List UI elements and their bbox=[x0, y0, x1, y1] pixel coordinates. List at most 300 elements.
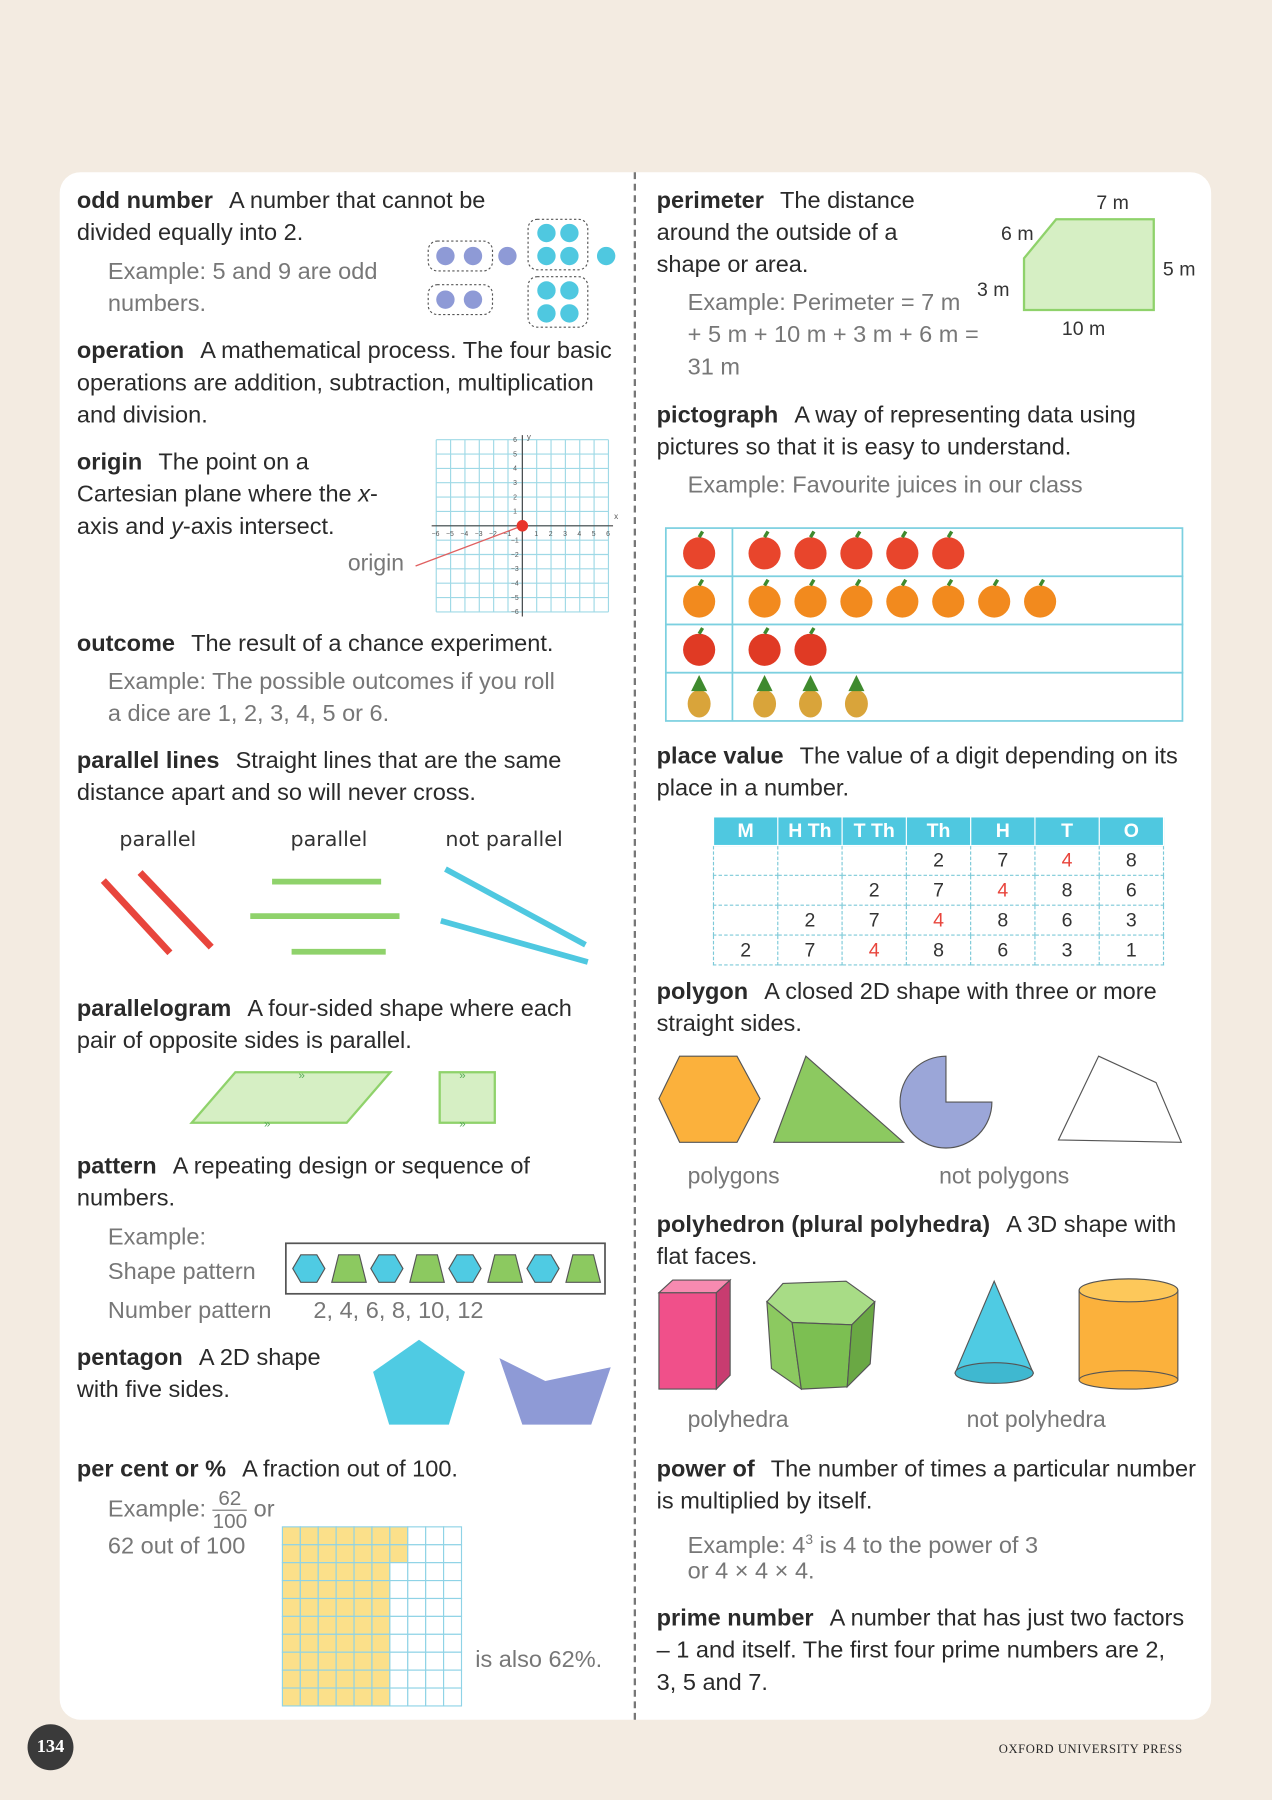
filled-cell bbox=[318, 1670, 336, 1688]
filled-cell bbox=[354, 1616, 372, 1634]
example-text: or 4 × 4 × 4. bbox=[687, 1557, 815, 1585]
table-cell: 2 bbox=[778, 905, 842, 935]
table-cell bbox=[778, 875, 842, 905]
definition: A mathematical process. The four basic operations are addition, subtraction, multiplication and division. bbox=[76, 337, 612, 429]
column-header: T Th bbox=[842, 817, 906, 846]
empty-cell bbox=[444, 1688, 462, 1706]
parallel-lines-illustration bbox=[92, 867, 597, 970]
empty-cell bbox=[408, 1688, 426, 1706]
number-pattern-value: 2, 4, 6, 8, 10, 12 bbox=[313, 1297, 484, 1324]
filled-cell bbox=[282, 1652, 300, 1670]
parallel-label: parallel bbox=[119, 827, 197, 852]
entry-place-value bbox=[657, 740, 1197, 804]
empty-cell bbox=[390, 1634, 408, 1652]
filled-cell bbox=[282, 1581, 300, 1599]
entry-prime-number bbox=[657, 1603, 1185, 1699]
example-label: Example: bbox=[107, 1495, 207, 1523]
definition: A number that has just two factors – 1 and itself. The first four prime numbers are 2, 3, 5 and 7. bbox=[656, 1604, 1185, 1696]
empty-cell bbox=[390, 1598, 408, 1616]
y-tick-label: 6 bbox=[513, 436, 517, 444]
example: Example: The possible outcomes if you roll a dice are 1, 2, 3, 4, 5 or 6. bbox=[107, 668, 555, 727]
percent-example bbox=[108, 1488, 275, 1533]
empty-cell bbox=[390, 1652, 408, 1670]
table-cell: 1 bbox=[1099, 935, 1163, 965]
term: parallelogram bbox=[76, 995, 232, 1022]
trapezoid-shape bbox=[566, 1255, 600, 1283]
odd-dots-illustration bbox=[425, 216, 620, 331]
orange-icon bbox=[1024, 585, 1056, 617]
filled-cell bbox=[300, 1670, 318, 1688]
empty-cell bbox=[444, 1652, 462, 1670]
filled-cell bbox=[282, 1545, 300, 1563]
orange-icon bbox=[886, 585, 918, 617]
apple-icon bbox=[749, 537, 781, 569]
y-tick-label: −2 bbox=[510, 551, 519, 559]
filled-cell bbox=[282, 1670, 300, 1688]
table-cell: 4 bbox=[842, 935, 906, 965]
empty-cell bbox=[426, 1563, 444, 1581]
empty-cell bbox=[444, 1670, 462, 1688]
empty-cell bbox=[390, 1563, 408, 1581]
filled-cell bbox=[354, 1598, 372, 1616]
filled-cell bbox=[318, 1545, 336, 1563]
x-tick-label: 5 bbox=[591, 531, 596, 539]
y-tick-label: 3 bbox=[513, 480, 517, 488]
orange-icon bbox=[978, 585, 1010, 617]
y-tick-label: −1 bbox=[510, 537, 519, 545]
definition: Straight lines that are the same distance apart and so will never cross. bbox=[76, 747, 562, 806]
column-header: O bbox=[1099, 817, 1163, 846]
filled-cell bbox=[282, 1527, 300, 1545]
x-tick-label: 1 bbox=[534, 531, 539, 539]
empty-cell bbox=[408, 1634, 426, 1652]
term: pentagon bbox=[76, 1344, 183, 1371]
hexagon-shape bbox=[527, 1255, 559, 1283]
filled-cell bbox=[354, 1545, 372, 1563]
y-tick-label: 2 bbox=[513, 494, 517, 502]
column-header: M bbox=[713, 817, 777, 846]
filled-cell bbox=[300, 1652, 318, 1670]
definition: -axis and bbox=[76, 481, 378, 540]
filled-cell bbox=[318, 1563, 336, 1581]
definition: A fraction out of 100. bbox=[242, 1455, 458, 1483]
hexagon-shape bbox=[449, 1255, 481, 1283]
svg-text:»: » bbox=[298, 1070, 305, 1083]
entry-operation bbox=[77, 335, 617, 431]
term: power of bbox=[656, 1455, 755, 1483]
empty-cell bbox=[426, 1545, 444, 1563]
side-label: 3 m bbox=[976, 279, 1010, 302]
filled-cell bbox=[372, 1598, 390, 1616]
empty-cell bbox=[426, 1688, 444, 1706]
term: prime number bbox=[656, 1604, 814, 1632]
apple-icon bbox=[840, 537, 872, 569]
exponent: 3 bbox=[805, 1531, 814, 1548]
filled-cell bbox=[300, 1527, 318, 1545]
side-label: 5 m bbox=[1162, 258, 1196, 281]
table-cell: 2 bbox=[713, 935, 777, 965]
filled-cell bbox=[372, 1545, 390, 1563]
empty-cell bbox=[444, 1598, 462, 1616]
table-cell bbox=[713, 846, 777, 876]
filled-cell bbox=[354, 1634, 372, 1652]
table-row bbox=[713, 875, 1163, 905]
pictograph-row bbox=[666, 625, 1183, 673]
y-tick-label: −3 bbox=[510, 566, 519, 574]
example: Example: bbox=[107, 1223, 207, 1251]
number-pattern-label: Number pattern bbox=[107, 1297, 272, 1324]
table-cell: 4 bbox=[971, 875, 1035, 905]
empty-cell bbox=[408, 1616, 426, 1634]
entry-pattern bbox=[77, 1150, 582, 1214]
filled-cell bbox=[336, 1563, 354, 1581]
filled-cell bbox=[318, 1688, 336, 1706]
pineapple-icon bbox=[753, 690, 776, 718]
filled-cell bbox=[300, 1598, 318, 1616]
term: operation bbox=[76, 337, 185, 364]
page-number: 134 bbox=[28, 1724, 74, 1770]
entry-power-of bbox=[657, 1453, 1197, 1517]
empty-cell bbox=[444, 1563, 462, 1581]
out-of-text: 62 out of 100 bbox=[107, 1532, 246, 1559]
key-tomato-icon bbox=[683, 634, 715, 666]
filled-cell bbox=[372, 1634, 390, 1652]
term: perimeter bbox=[656, 187, 764, 214]
table-cell: 7 bbox=[906, 875, 970, 905]
definition: The point on a Cartesian plane where the bbox=[76, 448, 359, 508]
table-cell: 6 bbox=[1099, 875, 1163, 905]
filled-cell bbox=[300, 1563, 318, 1581]
not-polyhedra-label: not polyhedra bbox=[966, 1407, 1106, 1433]
term: parallel lines bbox=[76, 747, 220, 774]
example: Example: Favourite juices in our class bbox=[687, 471, 1083, 499]
filled-cell bbox=[336, 1688, 354, 1706]
definition: A four-sided shape where each pair of opposite sides is parallel. bbox=[76, 995, 572, 1054]
filled-cell bbox=[372, 1563, 390, 1581]
filled-cell bbox=[318, 1616, 336, 1634]
empty-cell bbox=[426, 1527, 444, 1545]
definition: A 2D shape with five sides. bbox=[76, 1344, 321, 1403]
x-tick-label: −6 bbox=[431, 531, 440, 539]
table-cell: 8 bbox=[906, 935, 970, 965]
definition: A number that cannot be divided equally into 2. bbox=[76, 187, 486, 246]
y-axis-label: y bbox=[526, 432, 531, 442]
x-tick-label: 4 bbox=[577, 531, 582, 539]
filled-cell bbox=[300, 1616, 318, 1634]
side-label: 6 m bbox=[1001, 222, 1034, 245]
example bbox=[688, 287, 981, 383]
definition: The distance around the outside of a shape or area. bbox=[656, 187, 915, 278]
apple-icon bbox=[794, 537, 826, 569]
key-apple-icon bbox=[683, 537, 715, 569]
publisher-label: OXFORD UNIVERSITY PRESS bbox=[998, 1742, 1183, 1757]
filled-cell bbox=[300, 1688, 318, 1706]
parallel-label: parallel bbox=[290, 827, 368, 852]
term: odd number bbox=[76, 187, 213, 214]
filled-cell bbox=[318, 1598, 336, 1616]
empty-cell bbox=[444, 1634, 462, 1652]
definition: A repeating design or sequence of numbers. bbox=[76, 1152, 530, 1212]
column-header: Th bbox=[906, 817, 970, 846]
definition: A way of representing data using pictures so that it is easy to understand. bbox=[656, 401, 1136, 461]
filled-cell bbox=[372, 1688, 390, 1706]
table-cell bbox=[842, 846, 906, 876]
polyhedra-label: polyhedra bbox=[687, 1407, 789, 1433]
example-text: Example: 4 bbox=[687, 1532, 806, 1559]
entry-outcome bbox=[77, 628, 617, 660]
example-text: Example: Perimeter = 7 m + 5 m + 10 m + 3 m + 6 m = 31 m bbox=[687, 289, 979, 380]
apple-icon bbox=[932, 537, 964, 569]
table-cell: 6 bbox=[1035, 905, 1099, 935]
empty-cell bbox=[408, 1581, 426, 1599]
denominator: 100 bbox=[212, 1509, 248, 1533]
key-orange-icon bbox=[683, 585, 715, 617]
pictograph-chart bbox=[666, 527, 1184, 722]
term: polyhedron (plural polyhedra) bbox=[656, 1211, 991, 1238]
column-header: H Th bbox=[778, 817, 842, 846]
cartesian-plane bbox=[425, 431, 620, 615]
term: outcome bbox=[76, 630, 175, 657]
table-cell bbox=[778, 846, 842, 876]
column-header: H bbox=[971, 817, 1035, 846]
not-parallel-label: not parallel bbox=[445, 827, 563, 852]
empty-cell bbox=[390, 1670, 408, 1688]
empty-cell bbox=[390, 1581, 408, 1599]
shape-pattern-label: Shape pattern bbox=[107, 1258, 256, 1285]
table-cell: 8 bbox=[1099, 846, 1163, 876]
filled-cell bbox=[336, 1545, 354, 1563]
table-cell: 7 bbox=[971, 846, 1035, 876]
column-header: T bbox=[1035, 817, 1099, 846]
x-tick-label: 3 bbox=[563, 531, 567, 539]
table-cell: 7 bbox=[842, 905, 906, 935]
x-tick-label: 2 bbox=[548, 531, 553, 539]
term: place value bbox=[656, 742, 784, 770]
filled-cell bbox=[336, 1652, 354, 1670]
definition: The result of a chance experiment. bbox=[191, 630, 554, 657]
key-pineapple-icon bbox=[688, 690, 711, 718]
pentagon-illustration bbox=[373, 1337, 614, 1427]
table-cell: 6 bbox=[971, 935, 1035, 965]
empty-cell bbox=[444, 1545, 462, 1563]
filled-cell bbox=[282, 1598, 300, 1616]
svg-text:»: » bbox=[459, 1070, 466, 1083]
entry-pentagon bbox=[77, 1342, 364, 1406]
filled-cell bbox=[372, 1581, 390, 1599]
polygons-label: polygons bbox=[687, 1164, 780, 1190]
svg-text:»: » bbox=[264, 1118, 271, 1131]
table-cell bbox=[713, 875, 777, 905]
filled-cell bbox=[336, 1527, 354, 1545]
orange-icon bbox=[794, 585, 826, 617]
table-cell: 8 bbox=[971, 905, 1035, 935]
filled-cell bbox=[354, 1563, 372, 1581]
polygon-illustration bbox=[657, 1050, 1185, 1148]
apple-icon bbox=[886, 537, 918, 569]
filled-cell bbox=[354, 1670, 372, 1688]
table-row bbox=[713, 846, 1163, 876]
filled-cell bbox=[282, 1616, 300, 1634]
entry-origin bbox=[77, 447, 393, 543]
x-tick-label: 6 bbox=[606, 531, 610, 539]
hexagon-shape bbox=[371, 1255, 403, 1283]
trapezoid-shape bbox=[410, 1255, 444, 1283]
pictograph-row bbox=[666, 576, 1183, 624]
empty-cell bbox=[408, 1527, 426, 1545]
side-label: 7 m bbox=[1096, 191, 1129, 214]
empty-cell bbox=[390, 1616, 408, 1634]
filled-cell bbox=[336, 1616, 354, 1634]
empty-cell bbox=[426, 1670, 444, 1688]
filled-cell bbox=[390, 1545, 408, 1563]
x-tick-label: −2 bbox=[489, 531, 497, 539]
filled-cell bbox=[354, 1688, 372, 1706]
orange-icon bbox=[749, 585, 781, 617]
filled-cell bbox=[336, 1670, 354, 1688]
entry-perimeter bbox=[657, 185, 961, 281]
table-row bbox=[713, 905, 1163, 935]
pictograph-row bbox=[666, 528, 1183, 576]
table-cell: 3 bbox=[1035, 935, 1099, 965]
empty-cell bbox=[426, 1634, 444, 1652]
empty-cell bbox=[444, 1616, 462, 1634]
shape-pattern bbox=[286, 1243, 605, 1294]
filled-cell bbox=[372, 1527, 390, 1545]
filled-cell bbox=[282, 1634, 300, 1652]
place-value-table bbox=[713, 816, 1164, 965]
orange-icon bbox=[840, 585, 872, 617]
pineapple-icon bbox=[799, 690, 822, 718]
y-tick-label: −6 bbox=[510, 609, 519, 617]
empty-cell bbox=[408, 1563, 426, 1581]
svg-text:»: » bbox=[459, 1118, 466, 1131]
table-cell: 4 bbox=[906, 905, 970, 935]
empty-cell bbox=[426, 1616, 444, 1634]
numerator: 62 bbox=[213, 1488, 247, 1511]
empty-cell bbox=[408, 1652, 426, 1670]
empty-cell bbox=[390, 1688, 408, 1706]
origin-label: origin bbox=[347, 551, 405, 577]
x-tick-label: −4 bbox=[460, 531, 469, 539]
y-tick-label: 4 bbox=[513, 465, 517, 473]
orange-icon bbox=[932, 585, 964, 617]
filled-cell bbox=[390, 1527, 408, 1545]
entry-parallel-lines bbox=[77, 745, 617, 809]
table-row bbox=[713, 935, 1163, 965]
example-text: is 4 to the power of 3 bbox=[813, 1532, 1039, 1559]
definition: The number of times a particular number is multiplied by itself. bbox=[656, 1455, 1196, 1515]
table-cell: 2 bbox=[842, 875, 906, 905]
entry-parallelogram bbox=[77, 993, 617, 1057]
y-tick-label: −4 bbox=[510, 580, 519, 588]
filled-cell bbox=[300, 1634, 318, 1652]
y-tick-label: −5 bbox=[510, 594, 519, 602]
filled-cell bbox=[282, 1563, 300, 1581]
filled-cell bbox=[318, 1652, 336, 1670]
filled-cell bbox=[336, 1581, 354, 1599]
entry-pictograph bbox=[657, 400, 1197, 464]
x-axis-label: x bbox=[614, 511, 619, 521]
filled-cell bbox=[354, 1527, 372, 1545]
y-tick-label: 1 bbox=[513, 508, 517, 516]
filled-cell bbox=[318, 1581, 336, 1599]
x-tick-label: −1 bbox=[503, 531, 512, 539]
empty-cell bbox=[426, 1581, 444, 1599]
or-text: or bbox=[253, 1495, 275, 1523]
empty-cell bbox=[426, 1598, 444, 1616]
filled-cell bbox=[336, 1598, 354, 1616]
filled-cell bbox=[372, 1670, 390, 1688]
entry-per-cent bbox=[77, 1453, 617, 1485]
tomato-icon bbox=[794, 634, 826, 666]
empty-cell bbox=[408, 1670, 426, 1688]
y-var: y bbox=[171, 513, 183, 540]
x-tick-label: −5 bbox=[446, 531, 454, 539]
hexagon-shape bbox=[293, 1255, 325, 1283]
definition: A 3D shape with flat faces. bbox=[656, 1211, 1177, 1270]
tomato-icon bbox=[749, 634, 781, 666]
term: pattern bbox=[76, 1152, 157, 1180]
pictograph-row bbox=[666, 673, 1183, 721]
filled-cell bbox=[282, 1688, 300, 1706]
y-tick-label: 5 bbox=[513, 451, 517, 459]
origin-point bbox=[517, 520, 528, 531]
definition: -axis intersect. bbox=[182, 513, 335, 540]
empty-cell bbox=[444, 1527, 462, 1545]
filled-cell bbox=[318, 1527, 336, 1545]
table-cell: 3 bbox=[1099, 905, 1163, 935]
filled-cell bbox=[372, 1652, 390, 1670]
term: polygon bbox=[656, 978, 749, 1005]
table-cell: 7 bbox=[778, 935, 842, 965]
term: pictograph bbox=[656, 401, 779, 429]
entry-polyhedron bbox=[657, 1209, 1197, 1273]
filled-cell bbox=[318, 1634, 336, 1652]
filled-cell bbox=[372, 1616, 390, 1634]
definition: The value of a digit depending on its place in a number. bbox=[656, 742, 1178, 802]
filled-cell bbox=[336, 1634, 354, 1652]
polyhedron-illustration bbox=[657, 1277, 1185, 1392]
empty-cell bbox=[426, 1652, 444, 1670]
empty-cell bbox=[408, 1598, 426, 1616]
trapezoid-shape bbox=[488, 1255, 522, 1283]
definition: A closed 2D shape with three or more straight sides. bbox=[656, 978, 1157, 1037]
filled-cell bbox=[354, 1581, 372, 1599]
table-cell: 2 bbox=[906, 846, 970, 876]
empty-cell bbox=[444, 1581, 462, 1599]
not-polygons-label: not polygons bbox=[939, 1164, 1070, 1190]
filled-cell bbox=[354, 1652, 372, 1670]
term: origin bbox=[76, 448, 143, 476]
hundred-grid bbox=[282, 1527, 461, 1706]
table-cell: 8 bbox=[1035, 875, 1099, 905]
empty-cell bbox=[408, 1545, 426, 1563]
x-var: x bbox=[358, 481, 370, 508]
x-tick-label: −3 bbox=[474, 531, 483, 539]
table-cell: 4 bbox=[1035, 846, 1099, 876]
fraction bbox=[213, 1488, 247, 1533]
table-cell bbox=[713, 905, 777, 935]
filled-cell bbox=[300, 1581, 318, 1599]
parallelogram-illustration bbox=[189, 1070, 505, 1131]
filled-cell bbox=[300, 1545, 318, 1563]
perimeter-shape bbox=[970, 187, 1211, 342]
example: Example: 5 and 9 are odd numbers. bbox=[107, 258, 378, 317]
entry-polygon bbox=[657, 976, 1197, 1040]
side-label: 10 m bbox=[1061, 318, 1106, 341]
pineapple-icon bbox=[845, 690, 868, 718]
trapezoid-shape bbox=[332, 1255, 366, 1283]
